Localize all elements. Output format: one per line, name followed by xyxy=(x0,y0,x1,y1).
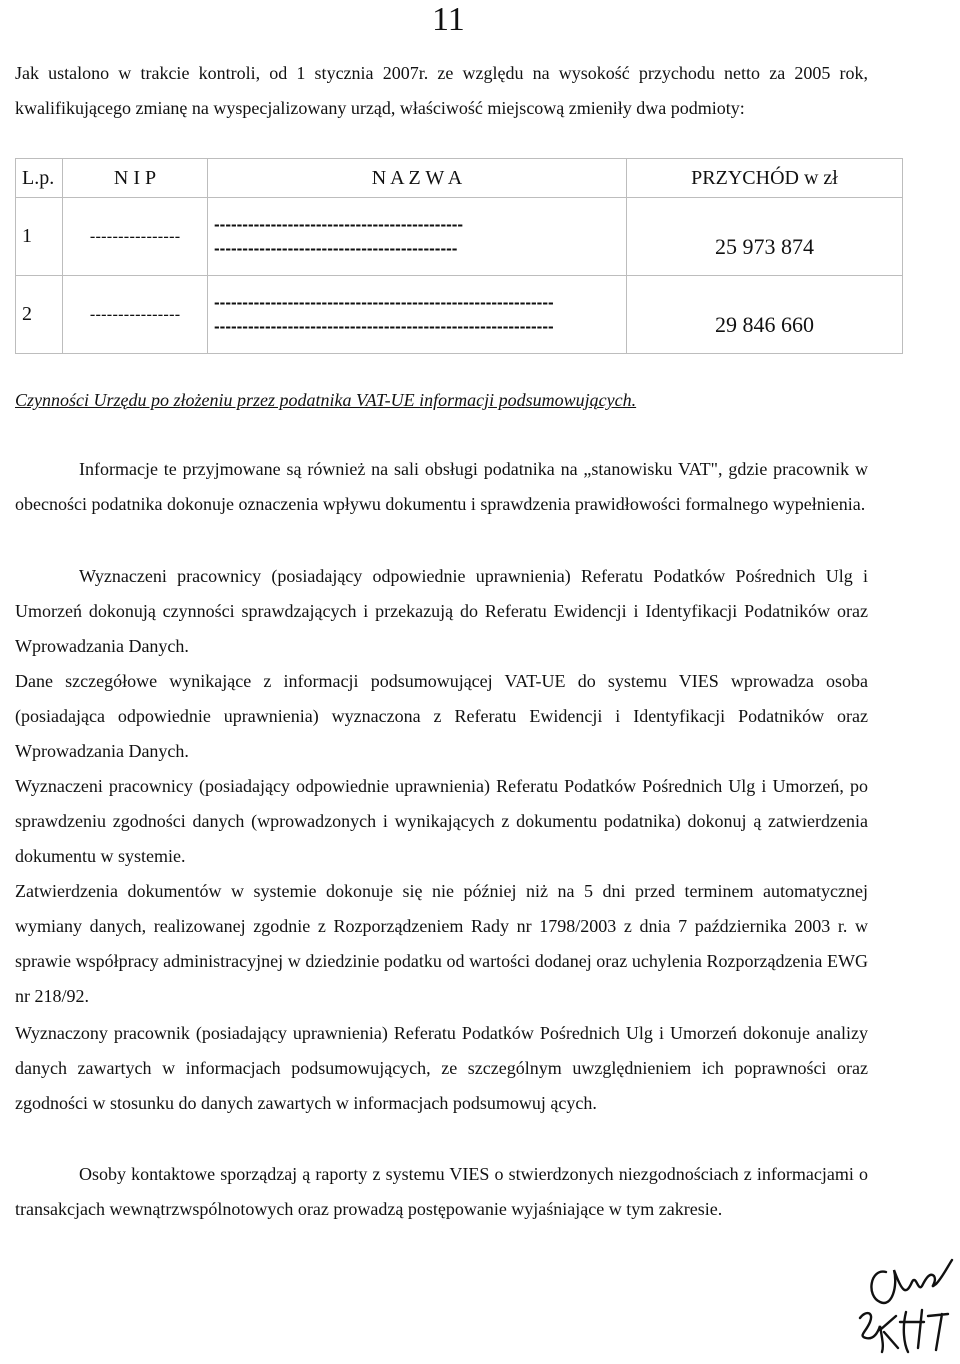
row-income: 25 973 874 xyxy=(715,233,814,259)
section-heading: Czynności Urzędu po złożeniu przez podatnika VAT-UE informacji podsumowujących. xyxy=(15,390,637,410)
paragraph-2: Wyznaczeni pracownicy (posiadający odpowiednie uprawnienia) Referatu Podatków Pośrednich Ulg i Umorzeń dokonują czynności sprawdzających i przekazują do Referatu Ewidencji i Identyfikacji Podatników oraz Wprowadzania Danych. xyxy=(15,566,868,656)
row-nip-redacted: ---------------- xyxy=(63,276,208,354)
row-name-cell xyxy=(208,198,627,276)
header-lp: L.p. xyxy=(16,159,63,198)
paragraph-6: Wyznaczony pracownik (posiadający uprawnienia) Referatu Podatków Pośrednich Ulg i Umorzeń dokonuje analizy danych zawartych w informacjach podsumowujących, ze szczególnym uwzględnieniem ich poprawności oraz zgodności w stosunku do danych zawartych w informacjach podsumowuj ących. xyxy=(15,1023,868,1113)
row-income-cell xyxy=(627,276,903,354)
intro-paragraph: Jak ustalono w trakcie kontroli, od 1 stycznia 2007r. ze względu na wysokość przychodu netto za 2005 rok, kwalifikującego zmianę na wyspecjalizowany urząd, właściwość miejscową zmieniły dwa podmioty: xyxy=(15,63,868,118)
paragraph-3: Dane szczegółowe wynikające z informacji podsumowującej VAT-UE do systemu VIES wprowadza osoba (posiadająca odpowiednie uprawnienia) wyznaczona z Referatu Ewidencji i Identyfikacji Podatników oraz Wprowadzania Danych. xyxy=(15,671,868,761)
row-name-redacted-line: ------------------------------------------------------------ xyxy=(214,316,554,336)
paragraph-7: Osoby kontaktowe sporządzaj ą raporty z systemu VIES o stwierdzonych niezgodnościach z informacjami o transakcjach wewnątrzwspólnotowych oraz prowadzą postępowanie wyjaśniające w tym zakresie. xyxy=(15,1164,868,1219)
header-income: PRZYCHÓD w zł xyxy=(627,159,903,198)
row-income-cell xyxy=(627,198,903,276)
row-name-redacted-line: -------------------------------------------- xyxy=(214,214,464,234)
row-lp: 2 xyxy=(16,276,63,354)
header-name: N A Z W A xyxy=(208,159,627,198)
paragraph-4: Wyznaczeni pracownicy (posiadający odpowiednie uprawnienia) Referatu Podatków Pośrednich Ulg i Umorzeń, po sprawdzeniu zgodności danych (wprowadzonych i wynikających z dokumentu podatnika) dokonuj ą zatwierdzenia dokumentu w systemie. xyxy=(15,776,868,866)
page-number: 11 xyxy=(432,1,465,38)
row-lp: 1 xyxy=(16,198,63,276)
handwritten-signature xyxy=(856,1252,956,1358)
table-row xyxy=(16,198,903,276)
row-name-redacted-line: ------------------------------------------------------------ xyxy=(214,292,554,312)
row-name-redacted-line: ------------------------------------------- xyxy=(214,238,458,258)
row-nip-redacted: ---------------- xyxy=(63,198,208,276)
table-header-row xyxy=(16,159,903,198)
subjects-table xyxy=(15,158,903,354)
row-income: 29 846 660 xyxy=(715,311,814,337)
row-name-cell xyxy=(208,276,627,354)
paragraph-5: Zatwierdzenia dokumentów w systemie dokonuje się nie później niż na 5 dni przed terminem automatycznej wymiany danych, realizowanej zgodnie z Rozporządzeniem Rady nr 1798/2003 z dnia 7 października 2003 r. w sprawie współpracy administracyjnej w dziedzinie podatku od wartości dodanej oraz uchylenia Rozporządzenia EWG nr 218/92. xyxy=(15,881,868,1006)
paragraph-1: Informacje te przyjmowane są również na sali obsługi podatnika na „stanowisku VAT", gdzie pracownik w obecności podatnika dokonuje oznaczenia wpływu dokumentu i sprawdzenia prawidłowości formalnego wypełnienia. xyxy=(15,459,868,514)
header-nip: N I P xyxy=(63,159,208,198)
table-row xyxy=(16,276,903,354)
